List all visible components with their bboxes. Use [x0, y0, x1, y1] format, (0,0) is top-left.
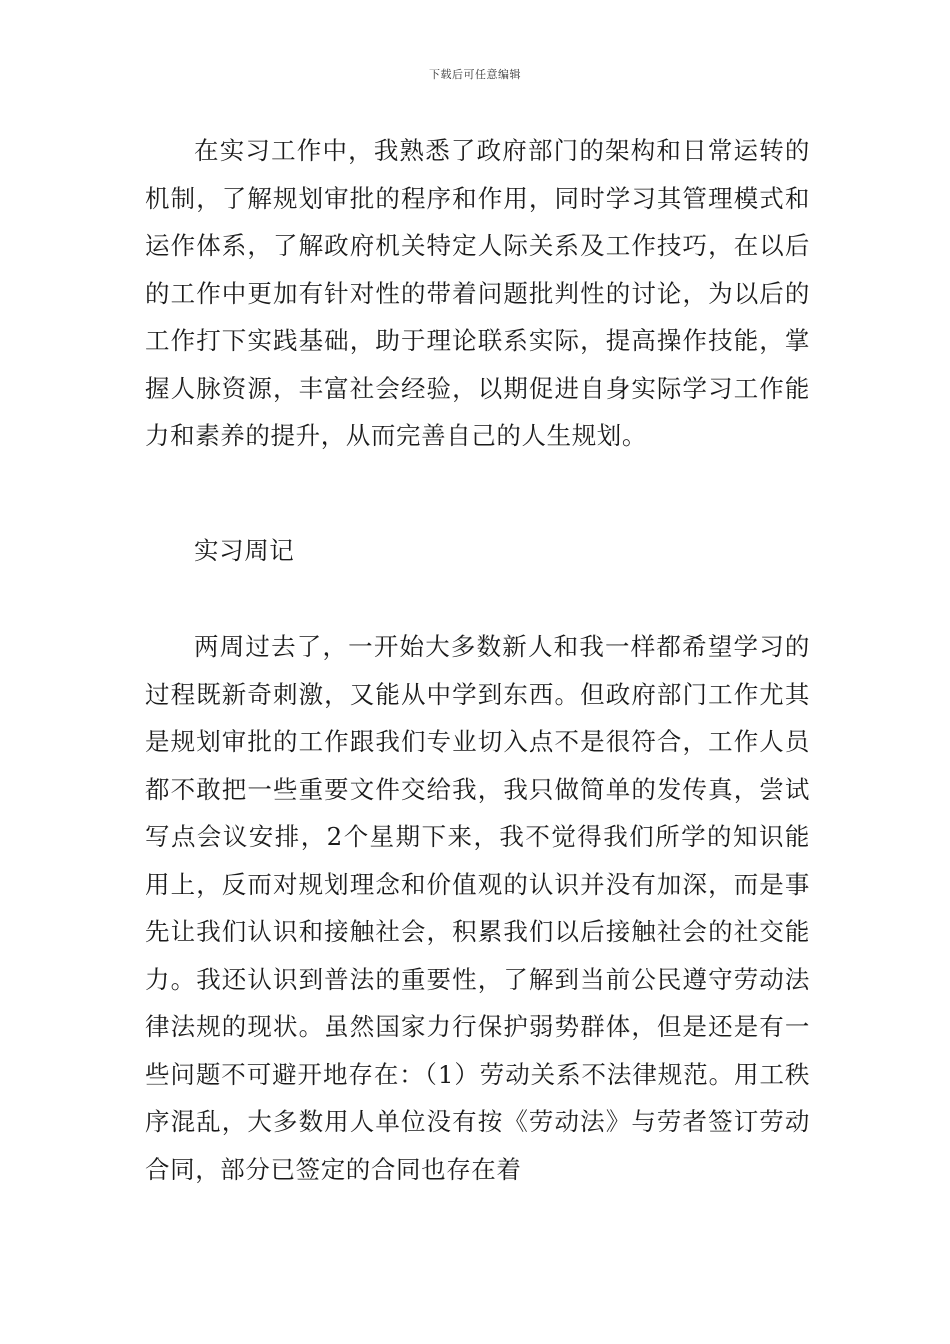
body-paragraph-1: 在实习工作中，我熟悉了政府部门的架构和日常运转的机制，了解规划审批的程序和作用，同时学习其管理模式和运作体系，了解政府机关特定人际关系及工作技巧，在以后的工作中更加有针对性的带着问题批判性的讨论，为以后的工作打下实践基础，助于理论联系实际，提高操作技能，掌握人脉资源，丰富社会经验，以期促进自身实际学习工作能力和素养的提升，从而完善自己的人生规划。: [145, 136, 810, 450]
section-heading: 实习周记: [194, 536, 295, 565]
body-paragraph-2: 两周过去了，一开始大多数新人和我一样都希望学习的过程既新奇刺激，又能从中学到东西。但政府部门工作尤其是规划审批的工作跟我们专业切入点不是很符合，工作人员都不敢把一些重要文件交给我，我只做简单的发传真，尝试写点会议安排，2个星期下来，我不觉得我们所学的知识能用上，反而对规划理念和价值观的认识并没有加深，而是事先让我们认识和接触社会，积累我们以后接触社会的社交能力。我还认识到普法的重要性，了解到当前公民遵守劳动法律法规的现状。虽然国家力行保护弱势群体，但是还是有一些问题不可避开地存在：（1）劳动关系不法律规范。用工秩序混乱，大多数用人单位没有按《劳动法》与劳者签订劳动合同，部分已签定的合同也存在着: [145, 632, 810, 1184]
page-header-note: 下载后可任意编辑: [429, 68, 521, 81]
